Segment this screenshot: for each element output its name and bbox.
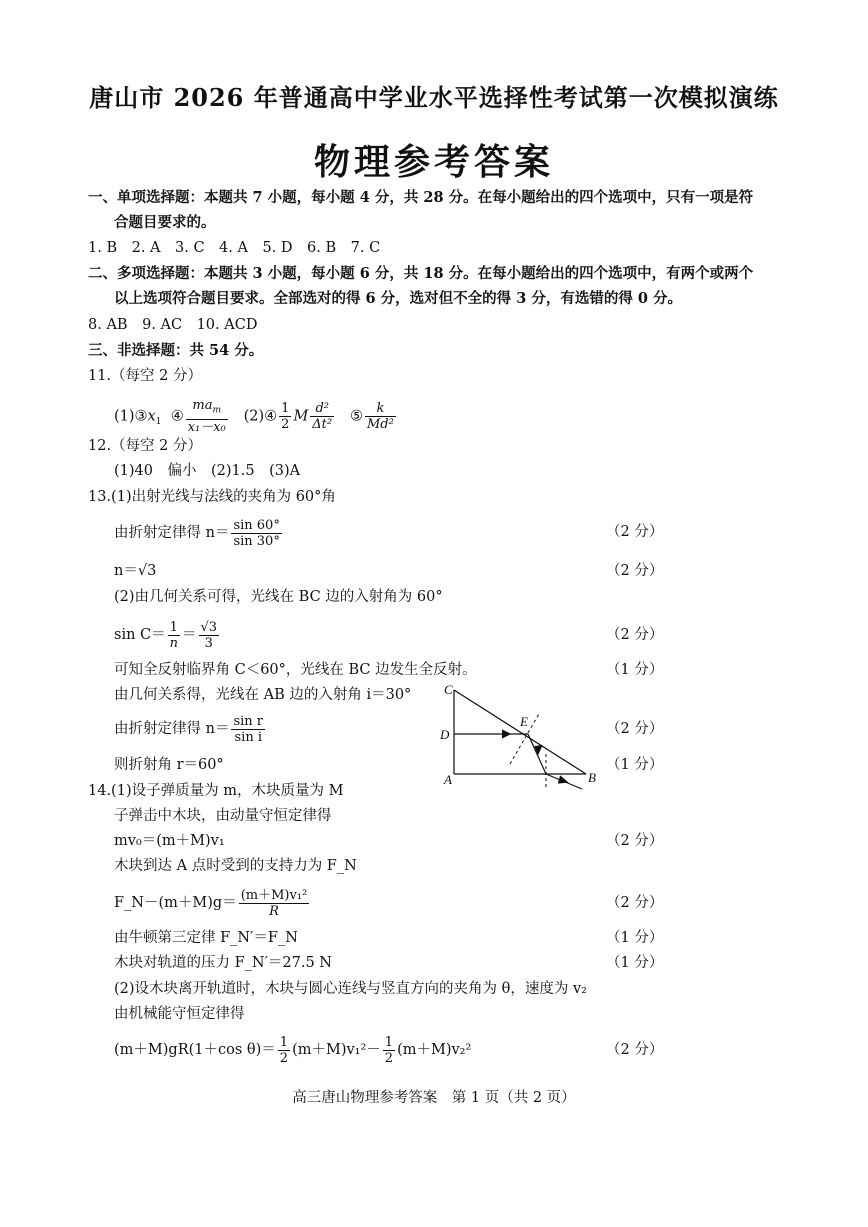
q14-line6: 由牛顿第三定律 F_N′＝F_N xyxy=(114,930,298,946)
q13-line2-score: （2 分） xyxy=(606,524,664,540)
q13-line3: n＝√3 xyxy=(114,563,157,579)
q11-half-den: 2 xyxy=(281,416,290,432)
q12-answer: (1)40 偏小 (2)1.5 (3)A xyxy=(114,463,301,479)
q13-line5-frac2 xyxy=(199,620,220,651)
q14-line9: 由机械能守恒定律得 xyxy=(114,1006,245,1022)
q14-line7: 木块对轨道的压力 F_N′＝27.5 N xyxy=(114,955,332,971)
q13-line9-score: （1 分） xyxy=(606,757,664,773)
q13-line4: (2)由几何关系可得，光线在 BC 边的入射角为 60° xyxy=(114,589,443,605)
q14-line5-pre: F_N－(m＋M)g＝ xyxy=(114,895,237,911)
q11-circ4: ④ xyxy=(170,408,184,425)
q14-line5-den: R xyxy=(269,903,279,919)
page-footer: 高三唐山物理参考答案 第 1 页（共 2 页） xyxy=(292,1090,576,1106)
q11-frac1-den: x₁－x₀ xyxy=(187,419,226,435)
q13-line2 xyxy=(114,516,284,550)
q14-line10-h1d: 2 xyxy=(279,1050,289,1066)
q13-line5-num2: √3 xyxy=(200,619,218,635)
document-title: 物理参考答案 xyxy=(313,141,554,183)
q13-line3-score: （2 分） xyxy=(606,563,664,579)
q11-frac1-num-sub: m xyxy=(212,405,222,416)
q14-line10-pre: (m＋M)gR(1＋cos θ)＝ xyxy=(114,1042,276,1058)
q11-c-prefix: ⑤ xyxy=(349,408,363,425)
q13-line5 xyxy=(114,618,221,652)
q13-line2-num: sin 60° xyxy=(233,517,280,533)
q13-line7: 由几何关系得，光线在 AB 边的入射角 i＝30° xyxy=(114,687,412,703)
q13-line5-frac1 xyxy=(168,620,180,651)
q11-a-x1-sub: 1 xyxy=(155,417,162,428)
section2-heading-line1: 二、多项选择题：本题共 3 小题，每小题 6 分，共 18 分。在每小题给出的四个选项中，有两个或两个 xyxy=(88,265,754,282)
label-a: A xyxy=(444,772,452,787)
q13-line5-den1: n xyxy=(169,635,178,651)
q14-line10 xyxy=(114,1033,471,1067)
q13-line2-den: sin 30° xyxy=(233,533,280,549)
q11-frac1 xyxy=(186,398,228,435)
section2-heading-line2: 以上选项符合题目要求。全部选对的得 6 分，选对但不全的得 3 分，有选错的得 0 分。 xyxy=(114,290,683,307)
q11-frac3 xyxy=(365,401,396,432)
q13-line2-frac xyxy=(231,518,281,549)
q14-line10-half1 xyxy=(278,1035,290,1066)
q13-line9: 则折射角 r＝60° xyxy=(114,757,224,773)
label-c: C xyxy=(444,684,453,697)
q14-line3: mv₀＝(m＋M)v₁ xyxy=(114,833,225,849)
section1-heading-line1: 一、单项选择题：本题共 7 小题，每小题 4 分，共 28 分。在每小题给出的四个选项中，只有一项是符 xyxy=(88,189,754,206)
q11-a-prefix: (1)③ xyxy=(114,408,148,425)
section1-heading-line2: 合题目要求的。 xyxy=(114,214,216,231)
q13-line5-den2: 3 xyxy=(204,635,213,651)
q13-line5-pre: sin C＝ xyxy=(114,627,166,643)
q11-frac2-den: Δt² xyxy=(312,416,333,432)
label-e: E xyxy=(520,714,528,729)
q11-frac2-num: d² xyxy=(310,401,334,417)
q13-line8-score: （2 分） xyxy=(606,721,664,737)
q11-heading: 11.（每空 2 分） xyxy=(88,368,203,384)
label-b: B xyxy=(588,770,596,785)
q14-line10-score: （2 分） xyxy=(606,1042,664,1058)
q11-frac3-den: Md² xyxy=(366,416,394,432)
q13-line6: 可知全反射临界角 C＜60°，光线在 BC 边发生全反射。 xyxy=(114,662,477,678)
q14-line5-num: (m＋M)v₁² xyxy=(240,887,308,903)
prism-diagram xyxy=(436,684,606,794)
q14-line2: 子弹击中木块，由动量守恒定律得 xyxy=(114,808,332,824)
q11-frac3-num: k xyxy=(365,401,396,417)
q14-line10-h2n: 1 xyxy=(384,1034,394,1050)
refracted-arrow xyxy=(558,776,567,783)
section1-answers: 1. B 2. A 3. C 4. A 5. D 6. B 7. C xyxy=(88,240,381,256)
q13-line5-num1: 1 xyxy=(168,620,180,636)
q13-line8-frac xyxy=(231,714,265,745)
prism-edge-cb xyxy=(454,690,586,774)
q13-line6-score: （1 分） xyxy=(606,662,664,678)
exam-title: 唐山市 2026 年普通高中学业水平选择性考试第一次模拟演练 xyxy=(89,83,779,112)
q14-line10-h1n: 1 xyxy=(279,1034,289,1050)
q13-line2-pre: 由折射定律得 n＝ xyxy=(114,525,230,541)
section2-answers: 8. AB 9. AC 10. ACD xyxy=(88,317,258,333)
q13-line5-eq: ＝ xyxy=(182,627,197,643)
q14-line5-score: （2 分） xyxy=(606,895,664,911)
q14-line3-score: （2 分） xyxy=(606,833,664,849)
q14-line10-end: (m＋M)v₂² xyxy=(397,1042,472,1058)
q13-line8-pre: 由折射定律得 n＝ xyxy=(114,721,230,737)
q11-frac1-num xyxy=(186,398,228,420)
q11-b-M: M xyxy=(293,408,309,425)
q14-line4: 木块到达 A 点时受到的支持力为 F_N xyxy=(114,858,357,874)
q11-a-x1: x xyxy=(147,408,156,425)
q14-line5 xyxy=(114,886,311,920)
q13-line8-den: sin i xyxy=(234,729,262,745)
section3-heading: 三、非选择题：共 54 分。 xyxy=(88,342,264,359)
label-d: D xyxy=(440,727,450,742)
q14-line10-h2d: 2 xyxy=(384,1050,394,1066)
q11-frac2 xyxy=(310,401,334,432)
q13-line8 xyxy=(114,712,267,746)
q11-frac1-num-text: ma xyxy=(192,398,213,413)
q14-line6-score: （1 分） xyxy=(606,930,664,946)
q11-half-num: 1 xyxy=(281,400,290,416)
q14-line7-score: （1 分） xyxy=(606,955,664,971)
q14-line8: (2)设木块离开轨道时，木块与圆心连线与竖直方向的夹角为 θ，速度为 v₂ xyxy=(114,981,587,997)
q13-line8-num: sin r xyxy=(233,713,264,729)
q14-line5-frac xyxy=(239,888,310,919)
q13-line1: 13.(1)出射光线与法线的夹角为 60°角 xyxy=(88,489,336,505)
q14-line10-half2 xyxy=(383,1035,395,1066)
q11-answer xyxy=(114,398,398,439)
q11-b-prefix: (2)④ xyxy=(243,408,278,425)
q14-line10-mid: (m＋M)v₁²－ xyxy=(292,1042,381,1058)
q11-half xyxy=(279,401,291,432)
incident-arrow xyxy=(502,730,510,738)
q12-heading: 12.（每空 2 分） xyxy=(88,438,203,454)
q13-line5-score: （2 分） xyxy=(606,627,664,643)
reflected-ray xyxy=(528,734,546,774)
q14-line1: 14.(1)设子弹质量为 m，木块质量为 M xyxy=(88,783,344,799)
